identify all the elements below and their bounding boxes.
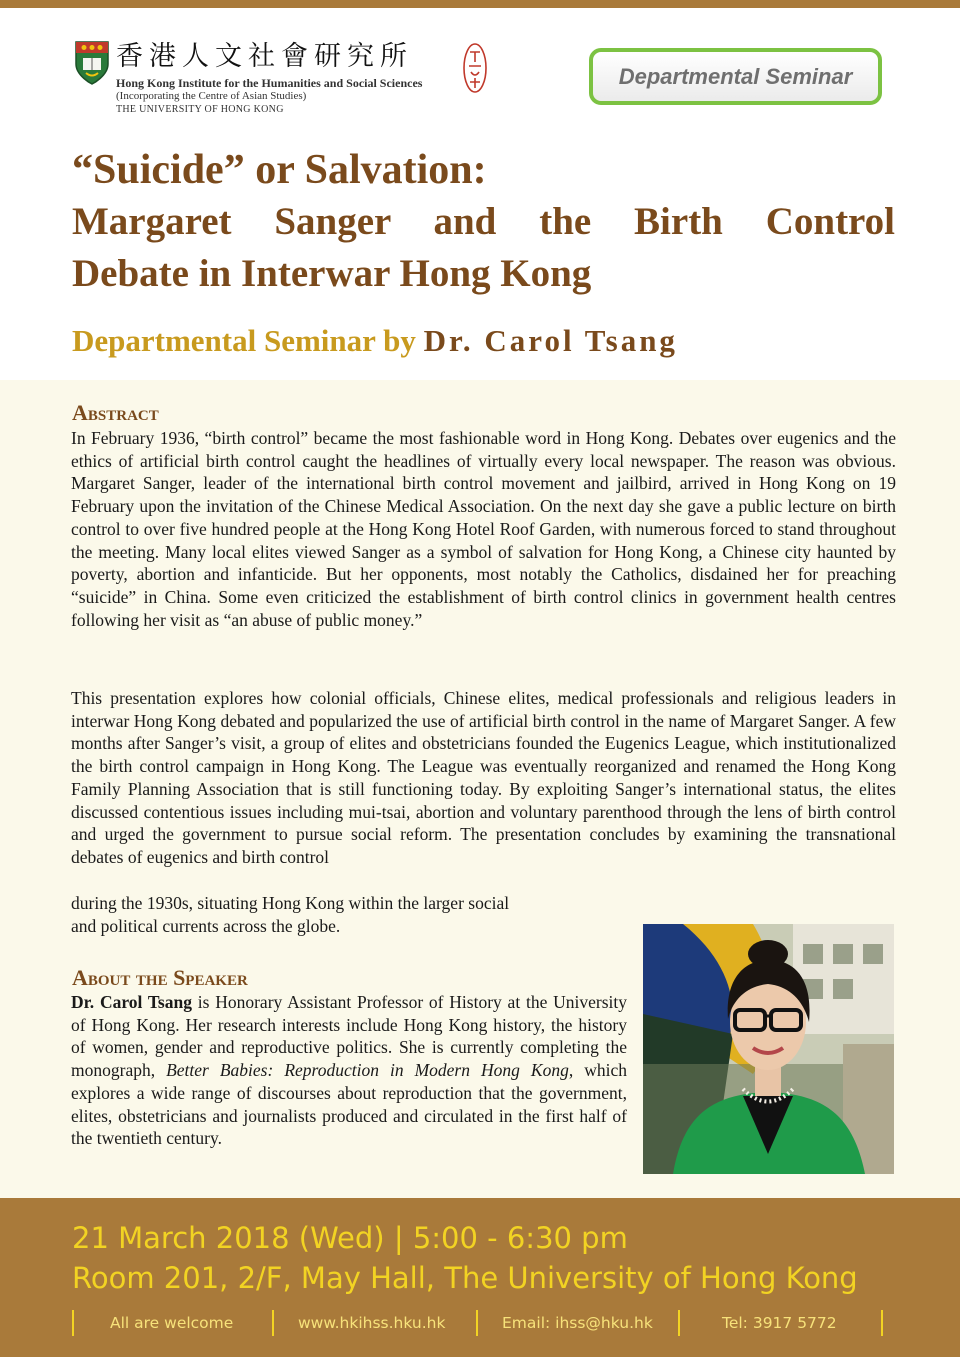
title-line-2: Margaret Sanger and the Birth Control — [72, 200, 895, 243]
abstract-paragraph-2-line-b: and political currents across the globe. — [71, 916, 341, 936]
abstract-paragraph-1: In February 1936, “birth control” became the most fashionable word in Hong Kong. Debates over eugenics and the ethics of artificial birth control caught the headlines of virtually every local newspaper. The reason was obvious. Margaret Sanger, leader of the international birth control movement and jailbird, arrived in Hong Kong on 19 February upon the invitation of the Chinese Medical Association. On the next day she gave a public lecture on birth control to over five hundred people at the Hong Kong Hotel Roof Garden, with numerous forced to stand throughout the meeting. Many local elites viewed Sanger as a symbol of salvation for Hong Kong, a Chinese city haunted by poverty, abortion and infanticide. But her opponents, most notably the Catholics, disdained her for preaching “suicide” in China. Some even criticized the establishment of birth control clinics in government health centres following her visit as “an abuse of public money.” — [71, 428, 896, 630]
speaker-bio-part-1: is Honorary Assistant Professor of History at the University of Hong Kong. Her research interests include Hong Kong history, the history of women, gender and reproductive politics. She is currently completing the monograph, — [71, 992, 627, 1081]
speaker-heading: About the Speaker — [72, 965, 248, 990]
hku-crest-icon — [74, 40, 110, 86]
top-border-bar — [0, 0, 960, 8]
email-link[interactable]: Email: ihss@hku.hk — [502, 1314, 653, 1332]
footer-divider — [272, 1310, 274, 1336]
subtitle-speaker: Dr. Carol Tsang — [423, 323, 678, 358]
title-line-1: “Suicide” or Salvation: — [72, 147, 487, 193]
footer-divider — [678, 1310, 680, 1336]
footer-section — [0, 1198, 960, 1357]
abstract-heading: Abstract — [72, 400, 159, 425]
website-link[interactable]: www.hkihss.hku.hk — [298, 1314, 446, 1332]
speaker-photo — [643, 924, 894, 1174]
speaker-name: Dr. Carol Tsang — [71, 992, 192, 1012]
speaker-bio — [71, 991, 627, 1150]
subtitle-prefix: Departmental Seminar by — [72, 323, 416, 358]
speaker-bio-part-2: , which explores a wide range of discourses about reproduction that the government, elites, obstetricians and journalists produced and circulated in the first half of the twentieth century. — [71, 1060, 627, 1149]
badge-label: Departmental Seminar — [618, 63, 853, 89]
event-venue: Room 201, 2/F, May Hall, The University of Hong Kong — [72, 1261, 858, 1295]
abstract-paragraph-2-line-a: during the 1930s, situating Hong Kong within the larger social — [71, 893, 510, 913]
university-name: THE UNIVERSITY OF HONG KONG — [116, 104, 284, 115]
all-welcome-text: All are welcome — [110, 1314, 234, 1332]
title-line-3: Debate in Interwar Hong Kong — [72, 252, 592, 295]
subtitle — [72, 318, 678, 364]
event-date-time: 21 March 2018 (Wed) | 5:00 - 6:30 pm — [72, 1221, 628, 1255]
red-seal-icon — [462, 42, 488, 94]
footer-divider — [72, 1310, 74, 1336]
footer-divider — [476, 1310, 478, 1336]
telephone-text: Tel: 3917 5772 — [722, 1314, 837, 1332]
book-title: Better Babies: Reproduction in Modern Hong Kong — [166, 1060, 569, 1081]
institute-chinese-name: 香港人文社會研究所 — [116, 41, 413, 72]
speaker-portrait-image — [643, 924, 894, 1174]
institute-note: (Incorporating the Centre of Asian Studies) — [116, 90, 307, 102]
footer-divider — [881, 1310, 883, 1336]
header-section — [0, 8, 960, 380]
footer-contact-row — [66, 1310, 892, 1338]
departmental-seminar-badge — [589, 48, 882, 105]
abstract-paragraph-2: This presentation explores how colonial officials, Chinese elites, medical professionals and religious leaders in interwar Hong Kong debated and popularized the use of artificial birth control in the name of Margaret Sanger. A few months after Sanger’s visit, a group of elites and obstetricians founded the Eugenics League, which institutionalized the birth control campaign in Hong Kong. The League was eventually reorganized and renamed the Hong Kong Family Planning Association that is still functioning today. By exploiting Sanger’s international status, the elites discussed contentious issues including mui-tsai, abortion and voluntary parenthood through the lens of birth control and urged the government to pursue social reform. The presentation concludes by examining the transnational debates of eugenics and birth control — [71, 688, 896, 867]
institute-english-name: Hong Kong Institute for the Humanities and Social Sciences — [116, 76, 423, 90]
